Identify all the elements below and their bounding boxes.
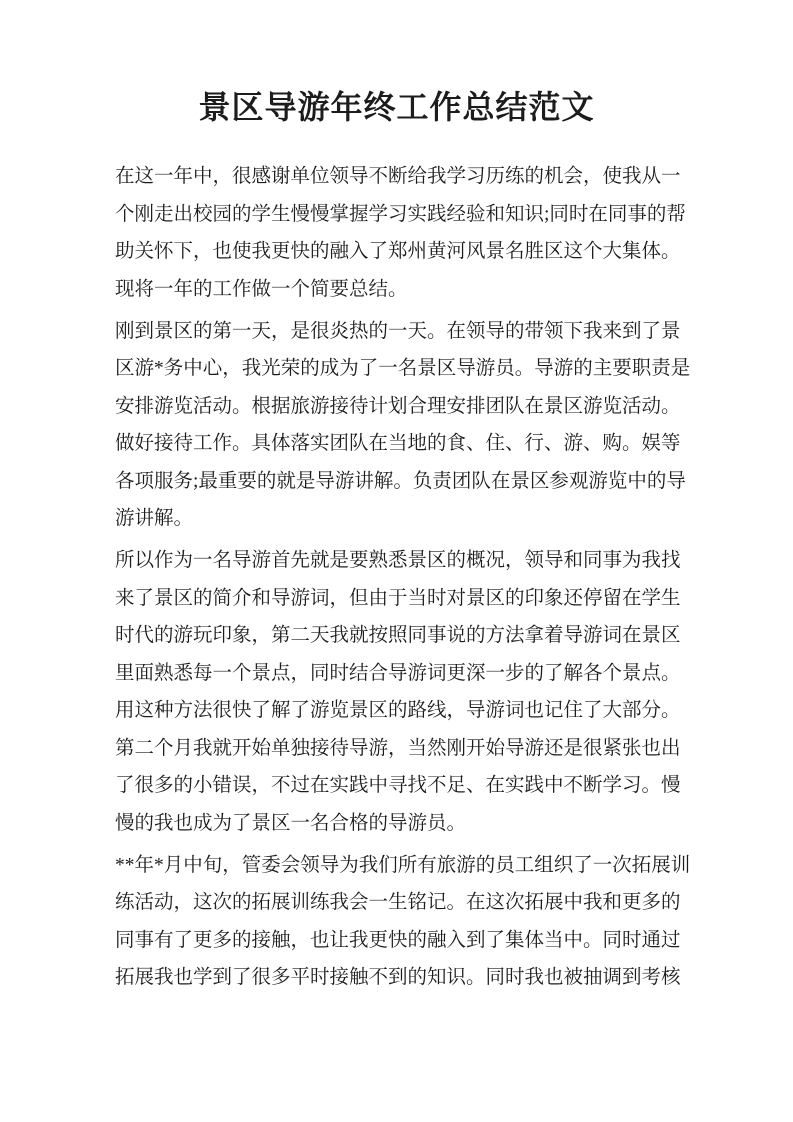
text-line: 时代的游玩印象，第二天我就按照同事说的方法拿着导游词在景区 xyxy=(115,625,681,646)
text-line: 现将一年的工作做一个简要总结。 xyxy=(115,278,408,300)
paragraph xyxy=(115,313,691,538)
text-line: 慢的我也成为了景区一名合格的导游员。 xyxy=(115,812,467,834)
text-line: 刚到景区的第一天，是很炎热的一天。在领导的带领下我来到了景 xyxy=(115,320,681,342)
text-line: 游讲解。 xyxy=(115,508,194,529)
text-line: 里面熟悉每一个景点，同时结合导游词更深一步的了解各个景点。 xyxy=(115,662,681,684)
text-line: 同事有了更多的接触，也让我更快的融入到了集体当中。同时通过 xyxy=(115,929,681,951)
paragraph xyxy=(115,542,681,842)
text-line: 来了景区的简介和导游词，但由于当时对景区的印象还停留在学生 xyxy=(115,587,681,609)
page-title: 景区导游年终工作总结范文 xyxy=(198,89,595,125)
text-line: 在这一年中，很感谢单位领导不断给我学习历练的机会，使我从一 xyxy=(115,166,681,187)
text-line: **年*月中旬，管委会领导为我们所有旅游的员工组织了一次拓展训 xyxy=(115,854,691,876)
paragraph xyxy=(115,158,686,308)
text-line: 了很多的小错误，不过在实践中寻找不足、在实践中不断学习。慢 xyxy=(115,775,681,796)
text-line: 做好接待工作。具体落实团队在当地的食、住、行、游、购。娱等 xyxy=(115,433,681,454)
text-line: 练活动，这次的拓展训练我会一生铭记。在这次拓展中我和更多的 xyxy=(115,892,681,913)
paragraph xyxy=(115,847,691,997)
text-line: 助关怀下，也使我更快的融入了郑州黄河风景名胜区这个大集体。 xyxy=(115,241,681,262)
text-line: 所以作为一名导游首先就是要熟悉景区的概况，领导和同事为我找 xyxy=(115,550,681,571)
text-line: 第二个月我就开始单独接待导游，当然刚开始导游还是很紧张也出 xyxy=(115,737,681,759)
text-line: 安排游览活动。根据旅游接待计划合理安排团队在景区游览活动。 xyxy=(115,395,681,417)
text-line: 拓展我也学到了很多平时接触不到的知识。同时我也被抽调到考核 xyxy=(115,967,681,988)
text-line: 区游*务中心，我光荣的成为了一名景区导游员。导游的主要职责是 xyxy=(115,358,691,379)
document-body xyxy=(115,158,691,1001)
text-line: 用这种方法很快了解了游览景区的路线，导游词也记住了大部分。 xyxy=(115,700,681,721)
text-line: 个刚走出校园的学生慢慢掌握学习实践经验和知识;同时在同事的帮 xyxy=(115,203,686,225)
text-line: 各项服务;最重要的就是导游讲解。负责团队在景区参观游览中的导 xyxy=(115,470,686,492)
